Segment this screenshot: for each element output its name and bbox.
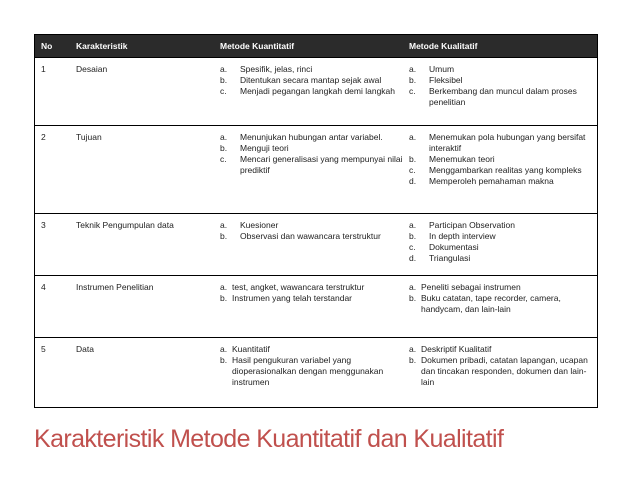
table-header-row — [35, 35, 597, 57]
list-item — [409, 242, 597, 253]
list-marker: c. — [409, 165, 416, 175]
kuantitatif-cell — [216, 58, 405, 125]
list-marker: b. — [409, 154, 417, 164]
list-item — [409, 86, 597, 108]
list-item — [409, 75, 597, 86]
list-marker: b. — [409, 355, 417, 365]
list-marker: d. — [409, 253, 417, 263]
row-karakteristik: Tujuan — [76, 132, 102, 142]
list-item — [409, 165, 597, 176]
list-marker: a. — [409, 282, 417, 292]
list-text: Kuantitatif — [232, 344, 270, 354]
list-item — [409, 293, 597, 315]
table-row — [35, 125, 597, 213]
list-marker: b. — [220, 143, 228, 153]
list-item — [409, 154, 597, 165]
list-text: In depth interview — [429, 231, 496, 241]
list-item — [220, 75, 405, 86]
list-marker: b. — [220, 293, 228, 303]
list-item — [220, 344, 405, 355]
kualitatif-cell — [405, 58, 597, 125]
list-item — [220, 220, 405, 231]
list-text: Triangulasi — [429, 253, 471, 263]
list-text: Spesifik, jelas, rinci — [240, 64, 313, 74]
list-text: Participan Observation — [429, 220, 515, 230]
list-marker: b. — [409, 293, 417, 303]
list-text: Instrumen yang telah terstandar — [232, 293, 353, 303]
list-marker: b. — [220, 231, 228, 241]
list-text: Menemukan teori — [429, 154, 495, 164]
row-number: 1 — [41, 64, 46, 74]
list-marker: c. — [220, 154, 227, 164]
list-text: Menemukan pola hubungan yang bersifat interaktif — [429, 132, 586, 153]
list-item — [409, 344, 597, 355]
list-text: Observasi dan wawancara terstruktur — [240, 231, 381, 241]
list-marker: a. — [220, 64, 228, 74]
list-marker: b. — [409, 75, 417, 85]
row-karakteristik: Instrumen Penelitian — [76, 282, 154, 292]
list-text: Memperoleh pemahaman makna — [429, 176, 554, 186]
kuantitatif-cell — [216, 126, 405, 213]
row-karakteristik: Teknik Pengumpulan data — [76, 220, 174, 230]
list-text: Menjadi pegangan langkah demi langkah — [240, 86, 396, 96]
list-text: Menguji teori — [240, 143, 289, 153]
list-marker: d. — [409, 176, 417, 186]
row-karakteristik: Desaian — [76, 64, 108, 74]
list-item — [409, 253, 597, 264]
table-row — [35, 57, 597, 125]
list-item — [220, 293, 405, 304]
list-marker: b. — [409, 231, 417, 241]
list-marker: a. — [409, 64, 417, 74]
comparison-table — [34, 34, 598, 408]
list-text: Ditentukan secara mantap sejak awal — [240, 75, 382, 85]
list-text: Kuesioner — [240, 220, 279, 230]
kuantitatif-cell — [216, 276, 405, 337]
list-text: Fleksibel — [429, 75, 463, 85]
list-marker: c. — [409, 242, 416, 252]
list-item — [409, 355, 597, 388]
list-item — [220, 282, 405, 293]
list-text: Berkembang dan muncul dalam proses penelitian — [429, 86, 577, 107]
header-no: No — [41, 41, 53, 51]
header-metode-kualitatif: Metode Kualitatif — [409, 41, 478, 51]
list-marker: b. — [220, 355, 228, 365]
list-item — [220, 143, 405, 154]
table-row — [35, 213, 597, 275]
list-marker: a. — [220, 220, 228, 230]
list-text: Dokumentasi — [429, 242, 479, 252]
row-number: 3 — [41, 220, 46, 230]
list-item — [409, 231, 597, 242]
list-marker: a. — [220, 282, 228, 292]
list-item — [220, 355, 405, 388]
list-item — [220, 64, 405, 75]
list-marker: c. — [220, 86, 227, 96]
list-marker: b. — [220, 75, 228, 85]
list-item — [220, 132, 405, 143]
row-karakteristik: Data — [76, 344, 94, 354]
header-metode-kuantitatif: Metode Kuantitatif — [220, 41, 295, 51]
list-text: Menunjukan hubungan antar variabel. — [240, 132, 383, 142]
list-item — [409, 64, 597, 75]
table-row — [35, 275, 597, 337]
row-number: 5 — [41, 344, 46, 354]
list-item — [409, 220, 597, 231]
list-marker: a. — [409, 220, 417, 230]
list-item — [220, 86, 405, 97]
list-item — [409, 132, 597, 154]
page-title: Karakteristik Metode Kuantitatif dan Kualitatif — [34, 425, 504, 453]
kuantitatif-cell — [216, 214, 405, 275]
kualitatif-cell — [405, 338, 597, 407]
list-text: Buku catatan, tape recorder, camera, handycam, dan lain-lain — [421, 293, 561, 314]
list-text: Dokumen pribadi, catatan lapangan, ucapan dan tincakan responden, dokumen dan lain-lain — [421, 355, 588, 387]
header-karakteristik: Karakteristik — [76, 41, 128, 51]
list-item — [409, 176, 597, 187]
row-number: 2 — [41, 132, 46, 142]
list-text: test, angket, wawancara terstruktur — [232, 282, 365, 292]
kualitatif-cell — [405, 126, 597, 213]
list-text: Mencari generalisasi yang mempunyai nilai prediktif — [240, 154, 403, 175]
list-text: Menggambarkan realitas yang kompleks — [429, 165, 582, 175]
list-marker: a. — [220, 132, 228, 142]
list-marker: a. — [220, 344, 228, 354]
kualitatif-cell — [405, 214, 597, 275]
list-text: Hasil pengukuran variabel yang dioperasionalkan dengan menggunakan instrumen — [232, 355, 384, 387]
row-number: 4 — [41, 282, 46, 292]
kuantitatif-cell — [216, 338, 405, 407]
list-text: Umum — [429, 64, 455, 74]
list-marker: c. — [409, 86, 416, 96]
table-row — [35, 337, 597, 407]
list-marker: a. — [409, 344, 417, 354]
list-text: Deskriptif Kualitatif — [421, 344, 492, 354]
list-text: Peneliti sebagai instrumen — [421, 282, 521, 292]
list-item — [409, 282, 597, 293]
list-item — [220, 231, 405, 242]
kualitatif-cell — [405, 276, 597, 337]
list-item — [220, 154, 405, 176]
list-marker: a. — [409, 132, 417, 142]
